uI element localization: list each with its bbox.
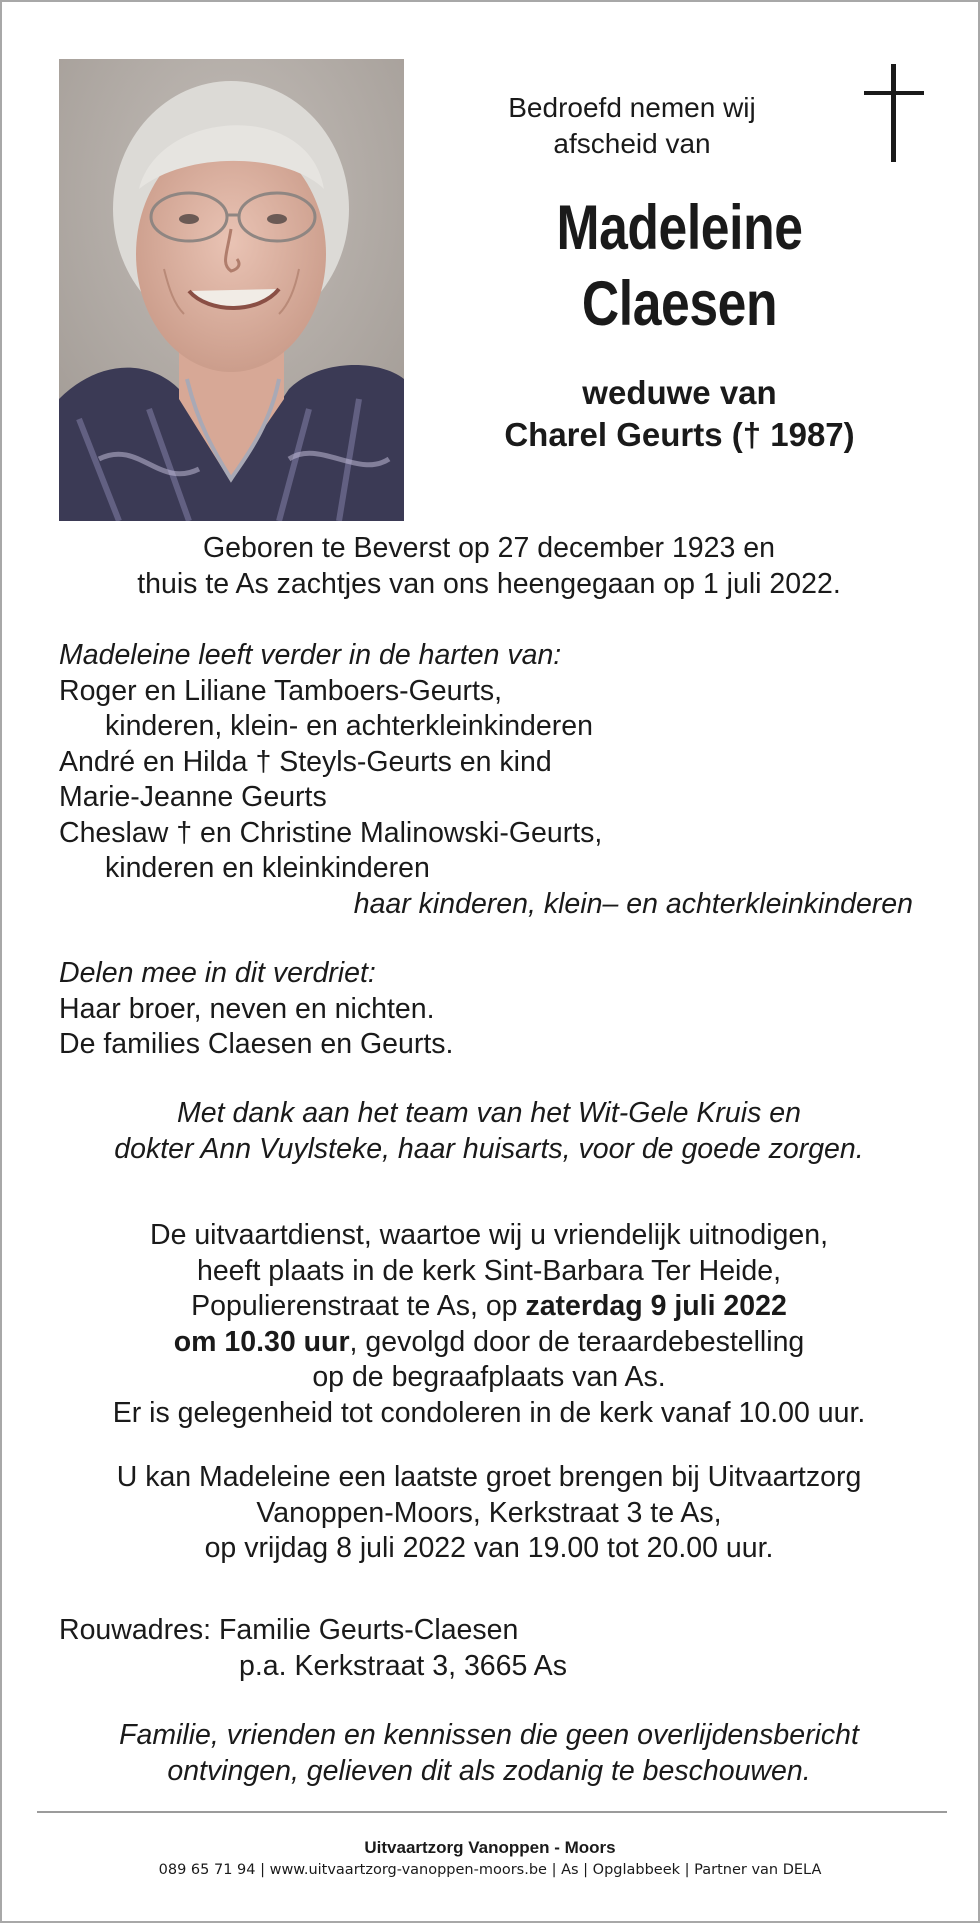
widow-line: weduwe van — [582, 374, 777, 411]
family-line: André en Hilda † Steyls-Geurts en kind — [59, 745, 552, 778]
family-closing: haar kinderen, klein– en achterkleinkinderen — [353, 887, 913, 920]
share-line: Haar broer, neven en nichten. — [59, 992, 435, 1025]
service-paragraph — [59, 1218, 919, 1431]
family-line: kinderen en kleinkinderen — [105, 852, 430, 884]
deceased-name — [485, 190, 875, 342]
portrait-photo — [59, 59, 404, 521]
family-paragraph — [59, 638, 919, 922]
address-line: Rouwadres: Familie Geurts-Claesen — [59, 1614, 519, 1646]
family-heading: Madeleine leeft verder in de harten van: — [59, 639, 562, 671]
birth-death-paragraph — [59, 531, 919, 602]
farewell-line: U kan Madeleine een laatste groet brengen bij Uitvaartzorg — [116, 1461, 862, 1493]
notice-paragraph — [59, 1718, 919, 1789]
funeral-home-contact: 089 65 71 94 | www.uitvaartzorg-vanoppen-moors.be | As | Opglabbeek | Partner van DELA — [158, 1862, 822, 1878]
notice-line: ontvingen, gelieven dit als zodanig te beschouwen. — [167, 1754, 811, 1787]
widow-line: Charel Geurts († 1987) — [504, 416, 855, 453]
family-line: kinderen, klein- en achterkleinkinderen — [105, 710, 593, 742]
intro-text — [442, 90, 822, 162]
family-line: Roger en Liliane Tamboers-Geurts, — [59, 674, 503, 707]
funeral-home-name: Uitvaartzorg Vanoppen - Moors — [364, 1838, 616, 1857]
footer-divider — [37, 1811, 947, 1813]
service-date: zaterdag 9 juli 2022 — [525, 1290, 787, 1322]
farewell-line: op vrijdag 8 juli 2022 van 19.00 tot 20.00 uur. — [204, 1532, 774, 1564]
service-time: om 10.30 uur — [173, 1325, 350, 1358]
service-line: Er is gelegenheid tot condoleren in de kerk vanaf 10.00 uur. — [112, 1396, 866, 1429]
death-line: thuis te As zachtjes van ons heengegaan op 1 juli 2022. — [137, 567, 841, 600]
thanks-line: Met dank aan het team van het Wit-Gele Kruis en — [177, 1097, 801, 1129]
service-text: Populierenstraat te As, op — [191, 1290, 526, 1322]
farewell-line: Vanoppen-Moors, Kerkstraat 3 te As, — [256, 1496, 722, 1529]
last-name: Claesen — [581, 269, 778, 339]
intro-line: Bedroefd nemen wij — [508, 92, 756, 123]
cross-icon — [864, 64, 924, 162]
birth-line: Geboren te Beverst op 27 december 1923 en — [203, 532, 775, 564]
service-line — [59, 1325, 919, 1361]
thanks-line: dokter Ann Vuylsteke, haar huisarts, voor de goede zorgen. — [114, 1132, 864, 1165]
service-line: heeft plaats in de kerk Sint-Barbara Ter Heide, — [196, 1254, 782, 1287]
widow-of — [442, 372, 917, 456]
farewell-paragraph — [59, 1460, 919, 1567]
portrait-illustration — [59, 59, 404, 521]
address-paragraph — [59, 1613, 919, 1684]
service-line: De uitvaartdienst, waartoe wij u vriendelijk uitnodigen, — [149, 1219, 829, 1251]
notice-line: Familie, vrienden en kennissen die geen overlijdensbericht — [119, 1719, 859, 1751]
share-paragraph — [59, 956, 919, 1063]
service-line: op de begraafplaats van As. — [312, 1361, 666, 1393]
share-line: De families Claesen en Geurts. — [59, 1028, 454, 1060]
family-line: Cheslaw † en Christine Malinowski-Geurts, — [59, 816, 603, 849]
address-line: p.a. Kerkstraat 3, 3665 As — [239, 1649, 567, 1682]
intro-line: afscheid van — [553, 128, 711, 159]
service-text: , gevolgd door de teraardebestelling — [349, 1325, 805, 1358]
thanks-paragraph — [59, 1096, 919, 1167]
share-heading: Delen mee in dit verdriet: — [59, 957, 376, 989]
service-line — [59, 1289, 919, 1325]
first-name: Madeleine — [556, 193, 803, 263]
family-line: Marie-Jeanne Geurts — [59, 781, 327, 813]
